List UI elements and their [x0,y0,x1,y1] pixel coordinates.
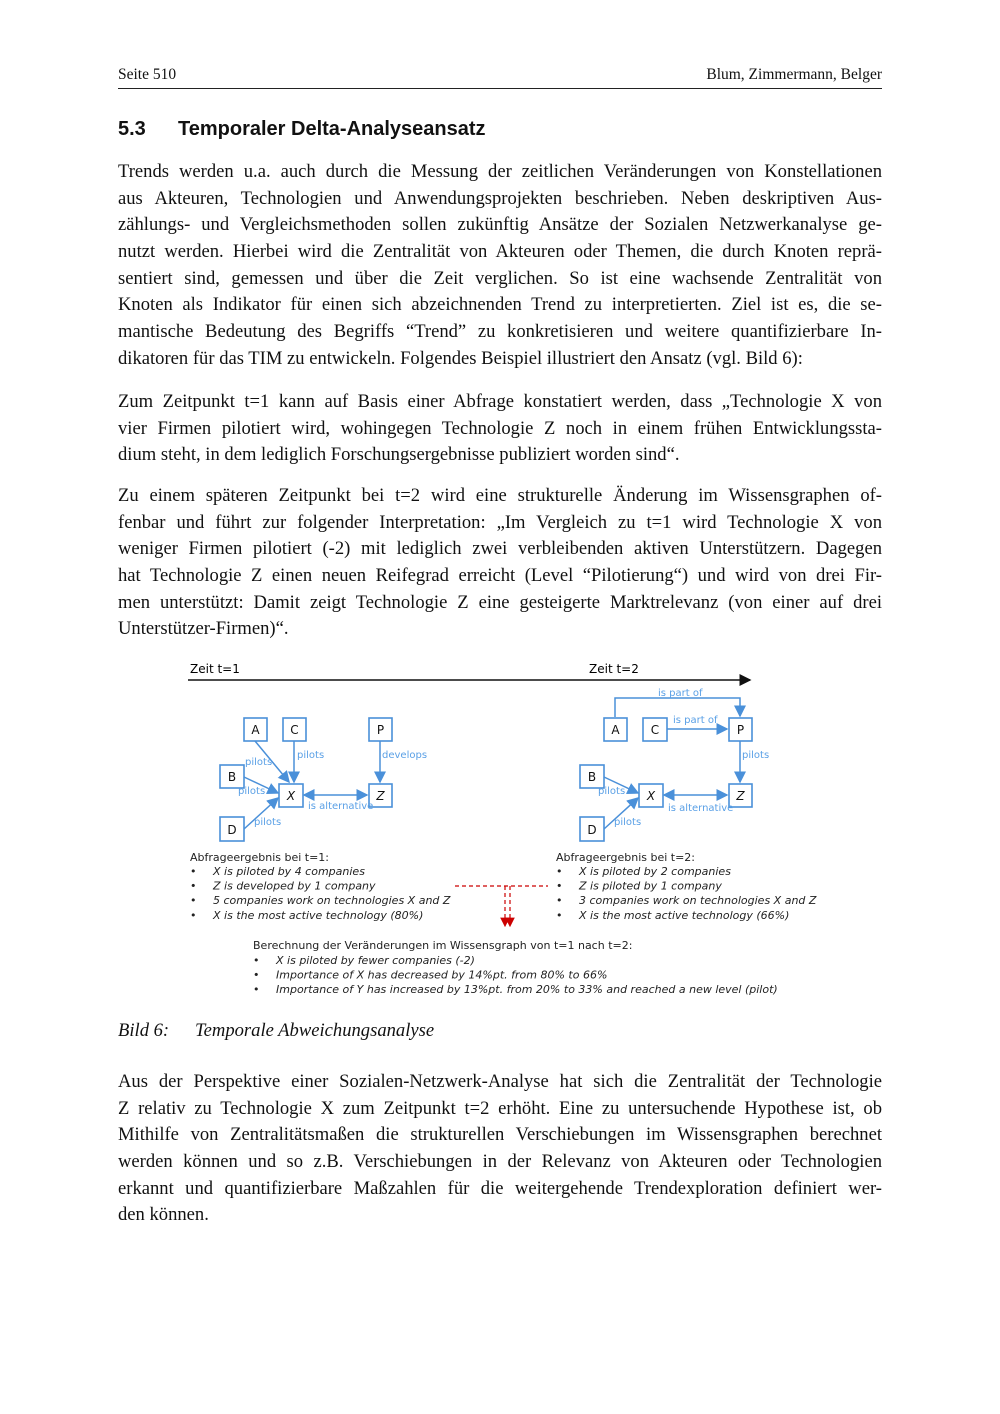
text-line: aus Akteuren, Technologien und Anwendungsprojekten beschrieben. Neben deskriptiven Aus- [118,187,882,209]
node-c: C [290,723,299,737]
node-c: C [650,723,660,737]
section-number: 5.3 [118,118,146,140]
bullet: • [253,954,260,967]
text-line: weniger Firmen pilotiert (-2) mit lediglich zwei verbleibenden aktiven Unterstützern. Dagegen [118,538,882,560]
result-item: X is the most active technology (80%) [213,908,424,922]
bullet: • [190,865,197,878]
figure-caption [118,1020,434,1042]
node-z: Z [376,789,385,803]
node-b: B [587,770,597,784]
page-number: Seite 510 [118,66,177,83]
result-list-t2 [556,851,817,922]
edge-label-pilots: pilots [297,750,325,761]
text-line: nutzt werden. Hierbei wird die Zentralität von Akteuren oder Themen, die durch Knoten reprä- [118,241,882,263]
header-authors: Blum, Zimmermann, Belger [706,66,882,83]
edge-label-develops: develops [382,750,428,761]
node-x: X [646,789,656,803]
bullet: • [556,908,563,922]
text-line: zählungs- und Vergleichsmethoden sollen zukünftig Ansätze der Sozialen Netzwerkanalyse ge- [118,214,882,236]
node-d: D [227,823,237,837]
text-line: den können. [118,1204,209,1226]
text-line: dikatoren für das TIM zu entwickeln. Folgendes Beispiel illustriert den Ansatz (vgl. Bild 6): [118,347,803,369]
node-p: P [376,723,385,737]
edge-label-pilots: pilots [238,786,266,797]
edge-label-is-alternative: is alternative [308,801,374,812]
text-line: Aus der Perspektive einer Sozialen-Netzwerk-Analyse hat sich die Zentralität der Technologie [118,1071,882,1092]
bullet: • [556,894,563,908]
time-label-t2: Zeit t=2 [589,662,639,676]
text-line: men unterstützt: Damit zeigt Technologie Z eine gesteigerte Marktrelevanz (von einer auf drei [118,591,882,613]
text-line: Trends werden u.a. auch durch die Messung der zeitlichen Veränderungen von Konstellationen [118,161,882,182]
bullet: • [190,879,197,893]
node-b: B [227,770,237,784]
changes-title: Berechnung der Veränderungen im Wissensgraph von t=1 nach t=2: [253,939,633,952]
result-t1-title: Abfrageergebnis bei t=1: [190,851,330,864]
result-item: 3 companies work on technologies X and Z [579,894,817,908]
node-z: Z [736,789,745,803]
text-line: Zum Zeitpunkt t=1 kann auf Basis einer Abfrage konstatiert werden, dass „Technologie X von [118,391,882,412]
edge-label-pilots: pilots [254,817,282,828]
result-item: X is the most active technology (66%) [579,908,790,922]
node-a: A [611,723,620,737]
caption-label: Bild 6: [118,1020,170,1041]
node-p: P [736,723,745,737]
bullet: • [190,908,197,922]
bullet: • [556,879,563,893]
text-line: sentiert sind, gemessen und über die Zeit verglichen. So ist eine wachsende Zentralität von [118,267,882,289]
node-d: D [587,823,597,837]
bullet: • [253,983,260,997]
edge-label-pilots: pilots [598,786,626,797]
text-line: vier Firmen pilotiert wird, wohingegen Technologie Z noch in einem frühen Entwicklungssta- [118,417,882,439]
text-line: fenbar und führt zur folgender Interpretation: „Im Vergleich zu t=1 wird Technologie X von [118,511,882,533]
result-list-t1 [190,851,451,922]
text-line: dium steht, in dem lediglich Forschungsergebnisse publiziert worden sind“. [118,444,680,466]
edge-label-is-part-of: is part of [658,688,703,699]
result-item: Importance of X has decreased by 14%pt. from 80% to 66% [276,968,608,982]
result-item: X is piloted by fewer companies (-2) [276,954,475,967]
paragraph-4 [118,1069,882,1229]
changes-list [253,939,778,996]
text-line: Z relativ zu Technologie X zum Zeitpunkt t=2 erhöht. Eine zu untersuchende Hypothese ist, ob [118,1097,882,1119]
caption-text: Temporale Abweichungsanalyse [195,1020,435,1041]
text-line: werden können und so z.B. Verschiebungen in der Relevanz von Akteuren oder Technologien [118,1151,882,1173]
graph-t2 [580,688,769,841]
edge-label-pilots: pilots [245,757,273,768]
edge-label-pilots: pilots [614,817,642,828]
node-x: X [286,789,296,803]
graph-t1 [220,718,427,841]
result-item: X is piloted by 4 companies [213,865,365,878]
node-a: A [251,723,260,737]
text-line: Knoten als Indikator für einen sich abzeichnenden Trend zu interpretierten. Ziel ist es, die se- [118,294,882,316]
text-line: erkannt und quantifizierbare Maßzahlen für die weitergehende Trendexploration definiert wer- [118,1177,882,1199]
result-item: X is piloted by 2 companies [579,865,731,878]
text-line: mantische Bedeutung des Begriffs “Trend” zu konkretisieren und weitere quantifizierbare In- [118,321,882,343]
dashed-connector [455,886,548,926]
bullet: • [253,968,260,982]
edge-label-is-part-of: is part of [673,715,718,726]
bullet: • [556,865,563,878]
result-item: 5 companies work on technologies X and Z [213,894,451,908]
result-item: Importance of Y has increased by 13%pt. from 20% to 33% and reached a new level (pilot) [276,983,778,997]
edge-label-is-alternative: is alternative [668,803,734,814]
text-line: hat Technologie Z einen neuen Reifegrad erreicht (Level “Pilotierung“) und wird von drei Fir- [118,565,882,587]
result-item: Z is developed by 1 company [213,879,376,893]
text-line: Zu einem späteren Zeitpunkt bei t=2 wird eine strukturelle Änderung im Wissensgraphen of- [118,485,882,506]
bullet: • [190,894,197,908]
text-line: Unterstützer-Firmen)“. [118,618,289,640]
edge-label-pilots: pilots [742,750,770,761]
result-t2-title: Abfrageergebnis bei t=2: [556,851,696,864]
text-line: Mithilfe von Zentralitätsmaßen die strukturellen Verschiebungen im Wissensgraphen berechnet [118,1124,882,1146]
result-item: Z is piloted by 1 company [579,879,722,893]
section-title: Temporaler Delta-Analyseansatz [178,118,486,140]
time-label-t1: Zeit t=1 [190,662,240,676]
